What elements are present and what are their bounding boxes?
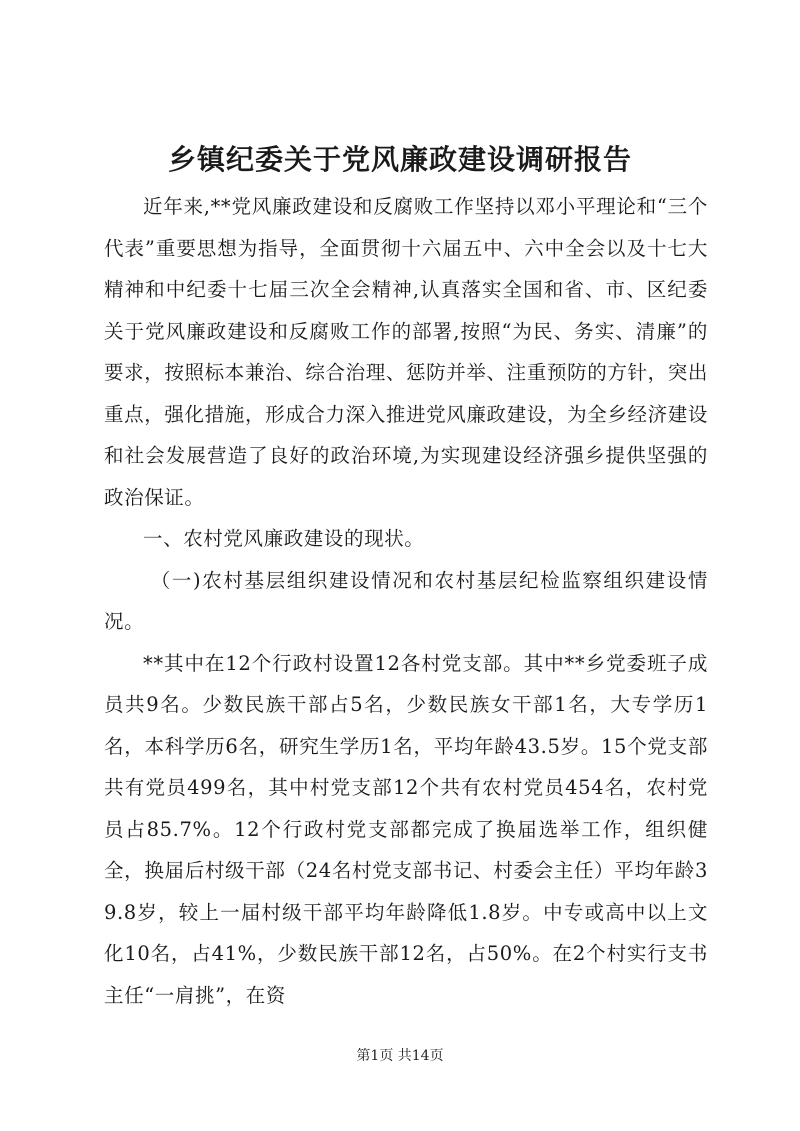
page-number-footer: 第1页 共14页: [356, 1048, 444, 1064]
statistics-paragraph: **其中在12个行政村设置12各村党支部。其中**乡党委班子成员共9名。少数民族干部占5名，少数民族女干部1名，大专学历1名，本科学历6名，研究生学历1名，平均年龄43.5岁。15个党支部共有党员499名，其中村党支部12个共有农村党员454名，农村党员占85.7%。12个行政村党支部都完成了换届选举工作，组织健全，换届后村级干部（24名村党支部书记、村委会主任）平均年龄39.8岁，较上一届村级干部平均年龄降低1.8岁。中专或高中以上文化10名，占41%，少数民族干部12名，占50%。在2个村实行支书主任“一肩挑”，在资: [104, 651, 708, 1007]
page-title: 乡镇纪委关于党风廉政建设调研报告: [167, 143, 632, 176]
document-body: [104, 186, 708, 1016]
section-heading: 一、农村党风廉政建设的现状。: [143, 527, 425, 550]
intro-paragraph: 近年来,**党风廉政建设和反腐败工作坚持以邓小平理论和“三个代表”重要思想为指导，全面贯彻十六届五中、六中全会以及十七大精神和中纪委十七届三次全会精神,认真落实全国和省、市、区纪委关于党风廉政建设和反腐败工作的部署,按照“为民、务实、清廉”的要求，按照标本兼治、综合治理、惩防并举、注重预防的方针，突出重点，强化措施，形成合力深入推进党风廉政建设，为全乡经济建设和社会发展营造了良好的政治环境,为实现建设经济强乡提供坚强的政治保证。: [104, 195, 708, 509]
subsection-heading: （一)农村基层组织建设情况和农村基层纪检监察组织建设情况。: [104, 568, 708, 633]
